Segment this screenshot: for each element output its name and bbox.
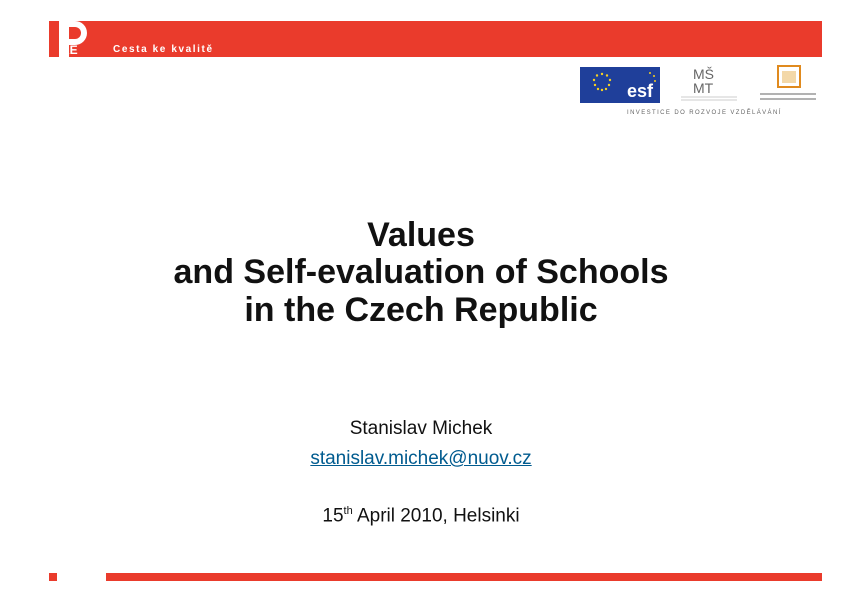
title-line-3: in the Czech Republic xyxy=(244,290,598,329)
slide-title xyxy=(0,217,842,329)
header-tagline: Cesta ke kvalitě xyxy=(113,44,214,55)
svg-text:esf: esf xyxy=(627,81,654,101)
date-suffix: th xyxy=(343,505,353,517)
footer-bar xyxy=(106,573,822,581)
eu-flag-icon xyxy=(580,67,624,103)
partner-logos xyxy=(580,63,820,119)
date-rest: April 2010, Helsinki xyxy=(352,505,520,527)
date-day: 15 xyxy=(322,505,344,527)
esf-logo-icon xyxy=(624,67,660,103)
presentation-date xyxy=(0,505,842,527)
footer-dot xyxy=(49,573,57,581)
logos-caption: INVESTICE DO ROZVOJE VZDĚLÁVÁNÍ xyxy=(627,110,782,116)
title-line-2: and Self-evaluation of Schools xyxy=(173,253,669,292)
title-line-1: Values xyxy=(367,216,475,254)
author-email xyxy=(0,448,842,470)
svg-text:MŠ: MŠ xyxy=(693,66,714,82)
author-name: Stanislav Michek xyxy=(349,418,493,439)
brand-text: AE xyxy=(61,43,78,57)
msmt-logo-icon xyxy=(679,63,739,103)
op-logo-icon xyxy=(760,63,816,103)
svg-text:MT: MT xyxy=(693,80,714,96)
email-link[interactable]: stanislav.michek@nuov.cz xyxy=(310,448,532,469)
